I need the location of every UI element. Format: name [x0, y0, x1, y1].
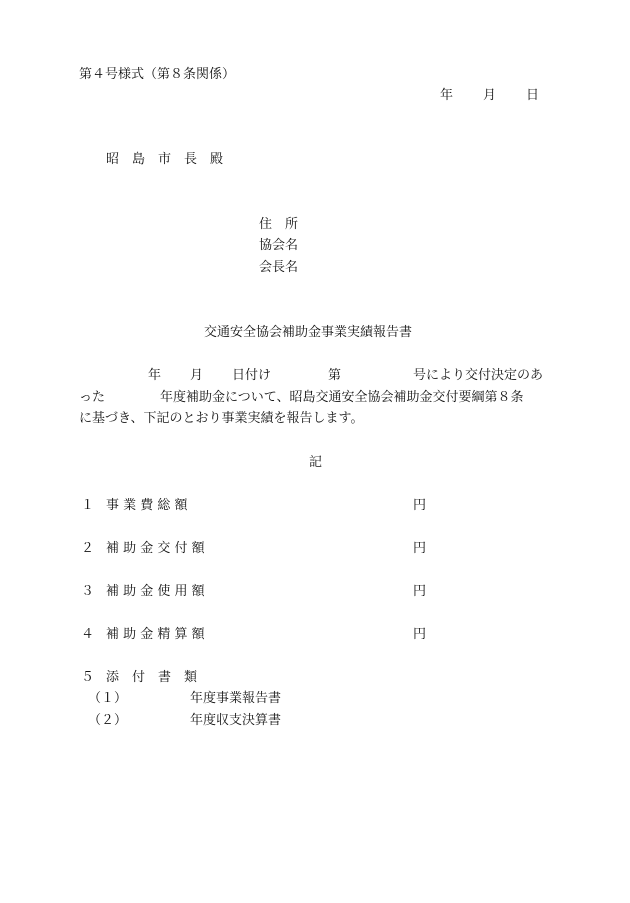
item-3-label: 補 助 金 使 用 額 [106, 584, 205, 599]
attachments-label: 添 付 書 類 [106, 670, 198, 685]
attachments-number: ５ [81, 670, 95, 685]
association-name-label: 協会名 [259, 238, 299, 253]
body-line2-rest: 年度補助金について、昭島交通安全協会補助金交付要綱第８条 [160, 390, 524, 405]
body-month-label: 月 [190, 368, 204, 383]
body-line1-rest: 号により交付決定のあ [413, 368, 544, 383]
date-month-label: 月 [483, 88, 497, 103]
item-1-unit: 円 [413, 498, 427, 513]
body-line3: に基づき、下記のとおり事業実績を報告します。 [79, 411, 364, 426]
attachment-2-text: 年度収支決算書 [190, 713, 282, 728]
item-4-number: ４ [81, 627, 95, 642]
attachment-2-number: （２） [88, 713, 128, 728]
item-3-unit: 円 [413, 584, 427, 599]
form-number-label: 第４号様式（第８条関係） [79, 67, 236, 82]
item-2-number: ２ [81, 541, 95, 556]
date-year-label: 年 [440, 88, 454, 103]
chairman-name-label: 会長名 [259, 260, 299, 275]
item-4-unit: 円 [413, 627, 427, 642]
body-dated-label: 日付け [232, 368, 272, 383]
body-line2-start: った [79, 390, 106, 405]
body-number-prefix: 第 [328, 368, 342, 383]
date-day-label: 日 [526, 88, 540, 103]
address-label: 住 所 [259, 217, 299, 232]
attachment-1-number: （１） [88, 691, 128, 706]
ki-heading: 記 [309, 455, 323, 470]
item-4-label: 補 助 金 精 算 額 [106, 627, 205, 642]
addressee: 昭 島 市 長 殿 [106, 152, 224, 167]
item-3-number: ３ [81, 584, 95, 599]
body-year-label: 年 [148, 368, 162, 383]
item-2-unit: 円 [413, 541, 427, 556]
item-1-number: １ [81, 498, 95, 513]
item-1-label: 事 業 費 総 額 [106, 498, 188, 513]
attachment-1-text: 年度事業報告書 [190, 691, 282, 706]
document-title: 交通安全協会補助金事業実績報告書 [204, 325, 413, 340]
item-2-label: 補 助 金 交 付 額 [106, 541, 205, 556]
